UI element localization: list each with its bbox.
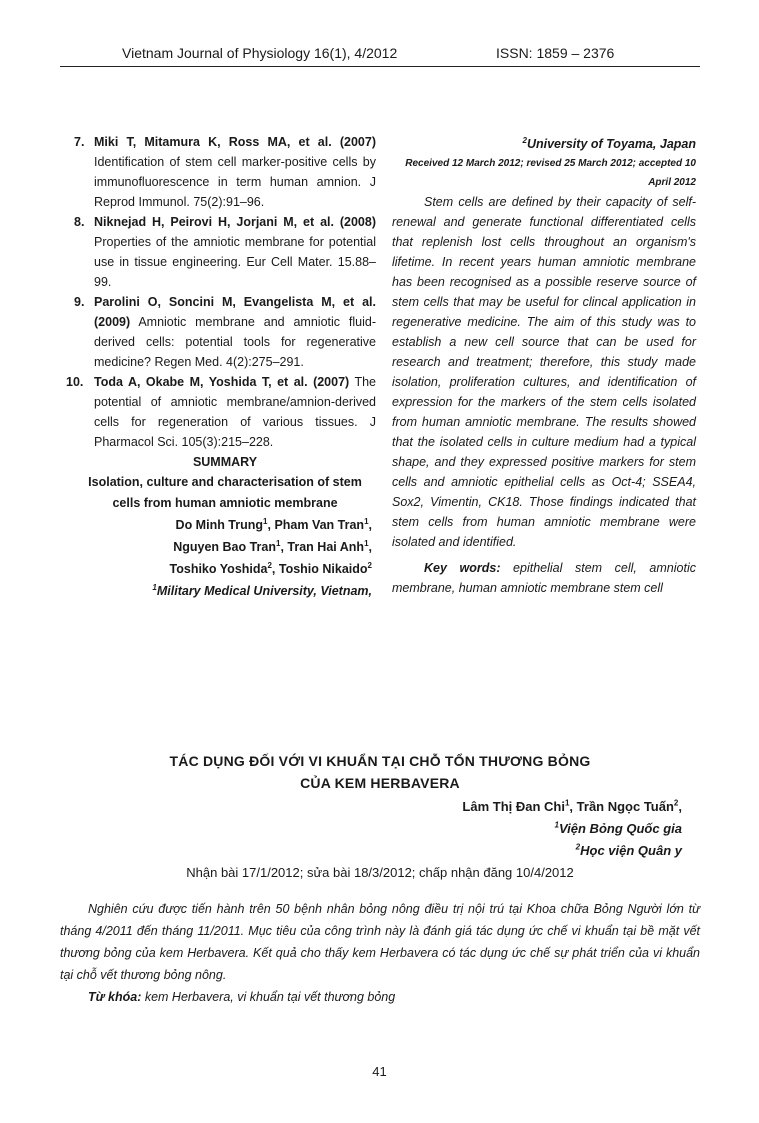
keywords-label: Từ khóa: <box>88 990 142 1004</box>
issn: ISSN: 1859 – 2376 <box>496 45 615 61</box>
reference-number: 7. <box>74 135 85 149</box>
affiliation-text: Học viện Quân y <box>580 843 682 858</box>
article-authors: Lâm Thị Đan Chi$^1$, Trần Ngọc Tuấn$^2$, <box>462 798 682 814</box>
summary-affiliation-1: $^1$Military Medical University, Vietnam, <box>152 582 372 598</box>
reference-number: 10. <box>66 375 84 389</box>
author-name: Toshiko Yoshida <box>169 562 268 576</box>
affiliation-text: Viện Bỏng Quốc gia <box>558 821 682 836</box>
summary-heading: SUMMARY <box>192 455 258 469</box>
reference-authors: Parolini O, Soncini M, Evangelista M, et al. (2009) <box>94 295 376 329</box>
reference-item <box>74 132 376 212</box>
keywords-text: epithelial stem cell, amniotic membrane, human amniotic membrane stem cell <box>392 561 696 595</box>
reference-text: Amniotic membrane and amniotic fluid-derived cells: potential tools for regenerative medicine? Regen Med. 4(2):275–291. <box>94 315 376 369</box>
keywords-label: Key words: <box>424 561 501 575</box>
author-name: Toshio Nikaido <box>278 562 368 576</box>
vietnamese-article <box>60 750 700 1008</box>
summary-author-line: Nguyen Bao Tran$^1$, Tran Hai Anh$^1$, <box>173 538 372 554</box>
article-abstract: Nghiên cứu được tiến hành trên 50 bệnh nhân bỏng nông điều trị nội trú tại Khoa chữa Bỏng Người lớn từ tháng 4/2011 đến tháng 11/2011. Mục tiêu của công trình này là đánh giá tác dụng ức chế vi khuẩn tại bề mặt vết thương bỏng của kem Herbavera. Kết quả cho thấy kem Herbavera có tác dụng ức chế sự phát triển của vi khuẩn tại chỗ vết thương bỏng nông. <box>60 902 700 982</box>
article-affiliation-2: $^2$Học viện Quân y <box>575 842 682 858</box>
article-title-line: CỦA KEM HERBAVERA <box>300 775 460 791</box>
summary-author-line: Do Minh Trung$^1$, Pham Van Tran$^1$, <box>175 516 372 532</box>
summary-dates: Received 12 March 2012; revised 25 March 2012; accepted 10 April 2012 <box>405 158 696 188</box>
affiliation-text: Military Medical University, Vietnam, <box>156 584 372 598</box>
reference-item <box>74 292 376 372</box>
author-name: Trần Ngọc Tuấn <box>576 799 674 814</box>
reference-body <box>94 212 376 292</box>
reference-item <box>74 212 376 292</box>
summary-author-line: Toshiko Yoshida$^2$, Toshio Nikaido$^2$ <box>169 560 372 576</box>
author-name: Tran Hai Anh <box>287 540 365 554</box>
article-title-line: TÁC DỤNG ĐỐI VỚI VI KHUẨN TẠI CHỖ TỔN THƯƠNG BỎNG <box>169 753 591 769</box>
author-name: Pham Van Tran <box>274 518 365 532</box>
author-name: Nguyen Bao Tran <box>173 540 277 554</box>
keywords-text: kem Herbavera, vi khuẩn tại vết thương bỏng <box>141 990 396 1004</box>
reference-authors: Miki T, Mitamura K, Ross MA, et al. (2007) <box>94 135 376 149</box>
reference-authors: Niknejad H, Peirovi H, Jorjani M, et al. (2008) <box>94 215 376 229</box>
affiliation-text: University of Toyama, Japan <box>526 137 696 151</box>
page-number: 41 <box>372 1064 387 1079</box>
article-received-dates: Nhận bài 17/1/2012; sửa bài 18/3/2012; chấp nhận đăng 10/4/2012 <box>186 865 574 880</box>
article-title <box>60 750 700 794</box>
reference-item <box>66 372 376 452</box>
author-name: Do Minh Trung <box>175 518 264 532</box>
summary-affiliation-2: $^2$University of Toyama, Japan <box>522 135 696 151</box>
journal-title: Vietnam Journal of Physiology 16(1), 4/2012 <box>122 45 398 61</box>
left-column <box>66 132 376 602</box>
summary-abstract: Stem cells are defined by their capacity of self-renewal and generate functional differentiated cells that replenish lost cells throughout an organism's lifetime. In recent years human amniotic membrane has been recognised as a possible reserve source of stem cells that may be useful for clincal application in regenerative medicine. The aim of this study was to establish a new cell source that can be used for research and treatment; therefore, this study made isolation, proliferation cultures, and identification of expression for the markers of the stem cells isolated from human amniotic membrane. The results showed that the isolated cells in culture medium had a typical shape, and they expressed positive markers for stem cells and amniotic epithelial cells as Oct-4; SSEA4, Sox2, Vimentin, CK18. Those findings indicated that stem cells from human amniotic membrane were isolated and identified. <box>392 195 696 549</box>
summary-title: Isolation, culture and characterisation of stem cells from human amniotic membrane <box>88 475 362 510</box>
summary-authors <box>74 514 376 580</box>
reference-text: Properties of the amniotic membrane for potential use in tissue engineering. Eur Cell Mater. 15.88–99. <box>94 235 376 289</box>
author-name: Lâm Thị Đan Chi <box>462 799 565 814</box>
reference-body <box>94 132 376 212</box>
reference-number: 8. <box>74 215 85 229</box>
reference-number: 9. <box>74 295 85 309</box>
article-keywords <box>60 986 700 1008</box>
reference-body <box>94 292 376 372</box>
right-column <box>392 134 696 598</box>
reference-text: Identification of stem cell marker-positive cells by immunofluorescence in term human amnion. J Reprod Immunol. 75(2):91–96. <box>94 155 376 209</box>
article-affiliation-1: $^1$Viện Bỏng Quốc gia <box>554 820 682 836</box>
reference-text: The potential of amniotic membrane/amnion-derived cells for regeneration of various tissues. J Pharmacol Sci. 105(3):215–228. <box>94 375 376 449</box>
summary-keywords <box>392 558 696 598</box>
reference-authors: Toda A, Okabe M, Yoshida T, et al. (2007) <box>94 375 350 389</box>
reference-body <box>94 372 376 452</box>
header-rule <box>60 66 700 67</box>
